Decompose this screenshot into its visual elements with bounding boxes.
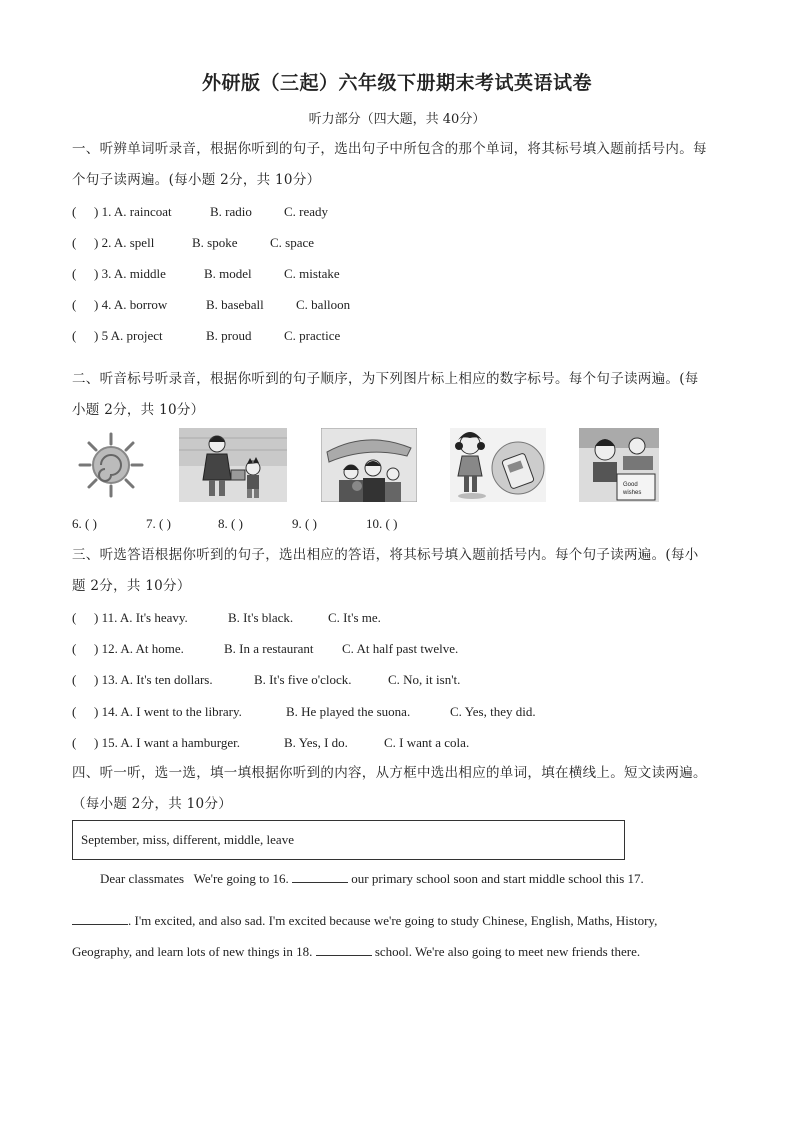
answer-paren[interactable]: ( (72, 641, 77, 656)
option-a: ) 3. A. middle (94, 266, 166, 281)
airport-family-picture (321, 428, 417, 502)
section-3-heading (72, 540, 722, 602)
option-a: ) 13. A. It's ten dollars. (94, 672, 213, 687)
option-a: ) 15. A. I want a hamburger. (94, 735, 240, 750)
passage-text: Geography, and learn lots of new things in 18. (72, 944, 313, 959)
option-c: C. Yes, they did. (450, 704, 536, 719)
answer-paren[interactable]: ( (72, 266, 77, 281)
option-c: C. space (270, 235, 315, 250)
section-1-line-2: 个句子读两遍。(每小题 2分，共 10分） (72, 172, 321, 188)
passage-line-1 (100, 870, 644, 887)
passage-text: school. We're also going to meet new friends there. (374, 944, 641, 959)
picture-blank-6[interactable]: 6. ( ) (72, 516, 97, 531)
passage-line-2 (72, 912, 657, 929)
gift-box-text-good: Good (623, 482, 638, 488)
gift-box-picture (579, 428, 659, 502)
passage-greeting: Dear classmates (100, 871, 185, 886)
option-b: B. He played the suona. (286, 704, 411, 719)
option-b: B. Yes, I do. (284, 735, 348, 750)
option-a: ) 5 A. project (94, 328, 163, 343)
section-3-line-2: 题 2分，共 10分） (72, 578, 191, 594)
option-a: ) 2. A. spell (94, 235, 155, 250)
option-a: ) 1. A. raincoat (94, 204, 172, 219)
option-c: C. balloon (296, 297, 351, 312)
option-b: B. model (204, 266, 252, 281)
section-4-line-1: 四、听一听，选一选，填一填根据你听到的内容，从方框中选出相应的单词，填在横线上。短文读两遍。 (72, 765, 707, 781)
option-b: B. baseball (206, 297, 264, 312)
section-1-heading (72, 134, 722, 196)
option-c: C. I want a cola. (384, 735, 470, 750)
passage-text: our primary school soon and start middle school this 17. (351, 871, 644, 886)
teacher-boy-picture (179, 428, 287, 502)
option-a: ) 4. A. borrow (94, 297, 168, 312)
girl-phone-picture (450, 428, 546, 502)
section-1-line-1: 一、听辨单词听录音，根据你听到的句子，选出句子中所包含的那个单词，将其标号填入题前括号内。每 (72, 141, 707, 157)
option-b: B. It's black. (228, 610, 294, 625)
section-2-line-2: 小题 2分，共 10分） (72, 402, 205, 418)
section-3-line-1: 三、听选答语根据你听到的句子，选出相应的答语，将其标号填入题前括号内。每个句子读两遍。(每小 (72, 547, 699, 563)
word-bank-box: September, miss, different, middle, leave (72, 820, 625, 860)
sun-picture (76, 428, 146, 502)
answer-paren[interactable]: ( (72, 235, 77, 250)
picture-blank-8[interactable]: 8. ( ) (218, 516, 243, 531)
passage-text: . I'm excited, and also sad. I'm excited because we're going to study Chinese, English, Maths, History, (128, 913, 658, 928)
option-a: ) 12. A. At home. (94, 641, 184, 656)
passage-line-3 (72, 943, 640, 960)
section-4-heading (72, 758, 722, 820)
option-c: C. mistake (284, 266, 340, 281)
option-b: B. It's five o'clock. (254, 672, 352, 687)
option-c: C. ready (284, 204, 329, 219)
option-a: ) 11. A. It's heavy. (94, 610, 188, 625)
picture-blank-10[interactable]: 10. ( ) (366, 516, 398, 531)
section-2-line-1: 二、听音标号听录音，根据你听到的句子顺序，为下列图片标上相应的数字标号。每个句子读两遍。(每 (72, 371, 699, 387)
option-b: B. spoke (192, 235, 238, 250)
answer-paren[interactable]: ( (72, 704, 77, 719)
answer-paren[interactable]: ( (72, 610, 77, 625)
answer-paren[interactable]: ( (72, 672, 77, 687)
section-4-line-2: （每小题 2分，共 10分） (72, 796, 233, 812)
option-c: C. practice (284, 328, 341, 343)
picture-blank-7[interactable]: 7. ( ) (146, 516, 171, 531)
option-b: B. In a restaurant (224, 641, 314, 656)
blank-17[interactable] (72, 912, 128, 925)
picture-blank-9[interactable]: 9. ( ) (292, 516, 317, 531)
gift-box-text-wishes: wishes (623, 490, 642, 496)
option-b: B. radio (210, 204, 252, 219)
answer-paren[interactable]: ( (72, 328, 77, 343)
blank-18[interactable] (316, 943, 372, 956)
option-a: ) 14. A. I went to the library. (94, 704, 242, 719)
answer-paren[interactable]: ( (72, 204, 77, 219)
answer-paren[interactable]: ( (72, 297, 77, 312)
option-c: C. It's me. (328, 610, 381, 625)
page-title: 外研版（三起）六年级下册期末考试英语试卷 (201, 72, 592, 94)
option-c: C. No, it isn't. (388, 672, 461, 687)
option-c: C. At half past twelve. (342, 641, 459, 656)
section-2-heading (72, 364, 722, 426)
page-subtitle: 听力部分（四大题，共 40分） (308, 112, 486, 127)
answer-paren[interactable]: ( (72, 735, 77, 750)
blank-16[interactable] (292, 870, 348, 883)
option-b: B. proud (206, 328, 252, 343)
passage-text: We're going to 16. (193, 871, 289, 886)
